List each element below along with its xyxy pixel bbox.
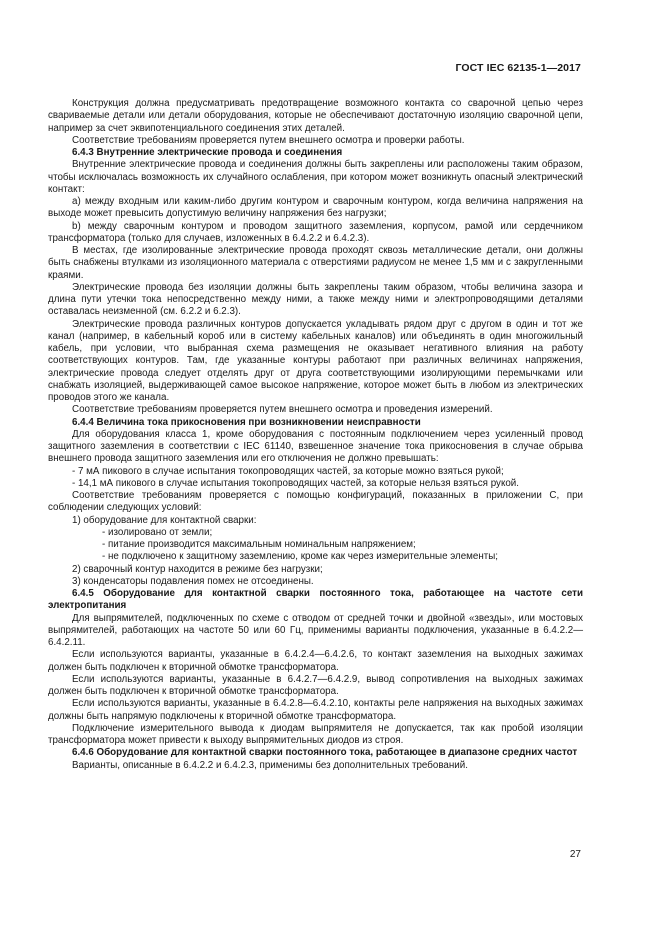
- standard-header: ГОСТ IEC 62135-1—2017: [455, 62, 581, 74]
- body-paragraph: Если используются варианты, указанные в 6.4.2.4—6.4.2.6, то контакт заземления на выходных зажимах должен быть подключен к вторичной обмотке трансформатора.: [48, 649, 583, 673]
- page-number: 27: [569, 849, 581, 860]
- body-paragraph: a) между входным или каким-либо другим контуром и сварочным контуром, когда величина напряжения на выходе может превысить допустимую величину напряжения без нагрузки;: [48, 196, 583, 220]
- body-paragraph: Варианты, описанные в 6.4.2.2 и 6.4.2.3, применимы без дополнительных требований.: [72, 759, 468, 771]
- section-heading: 6.4.5 Оборудование для контактной сварки постоянного тока, работающее на частоте сети электропитания: [48, 588, 583, 612]
- body-paragraph: Если используются варианты, указанные в 6.4.2.8—6.4.2.10, контакты реле напряжения на выходных зажимах должны быть напрямую подключены к вторичной обмотке трансформатора.: [48, 698, 583, 722]
- body-paragraph: В местах, где изолированные электрические провода проходят сквозь металлические детали, они должны быть снабжены втулками из изоляционного материала с отверстиями радиусом не менее 1,5 мм и с закругленными краями.: [48, 245, 583, 281]
- body-paragraph: Соответствие требованиям проверяется путем внешнего осмотра и проведения измерений.: [72, 404, 493, 416]
- list-item: 1) оборудование для контактной сварки:: [72, 514, 257, 526]
- sub-list-item: - изолировано от земли;: [102, 526, 213, 538]
- section-heading: 6.4.3 Внутренние электрические провода и соединения: [72, 147, 343, 158]
- list-item: 3) конденсаторы подавления помех не отсоединены.: [72, 575, 314, 587]
- sub-list-item: - питание производится максимальным номинальным напряжением;: [102, 539, 416, 550]
- section-heading: 6.4.6 Оборудование для контактной сварки постоянного тока, работающее в диапазоне средних частот: [72, 747, 578, 759]
- body-paragraph: Для оборудования класса 1, кроме оборудования с постоянным подключением через усиленный провод защитного заземления в соответствии с IEC 61140, взвешенное значение тока прикосновения в случае обрыва внешнего провода защитного заземления или его отключения не должно превышать:: [48, 428, 583, 465]
- body-paragraph: Внутренние электрические провода и соединения должны быть закреплены или расположены таким образом, чтобы исключалась возможность их случайного ослабления, при котором может возникнуть опасный электрический контакт:: [48, 159, 583, 195]
- body-paragraph: Конструкция должна предусматривать предотвращение возможного контакта со сварочной цепью через свариваемые детали или детали оборудования, которые не обеспечивают достаточную изоляцию сварочной цепи, например за счет эквипотенциального соединения этих деталей.: [48, 98, 583, 134]
- section-heading: 6.4.4 Величина тока прикосновения при возникновении неисправности: [72, 416, 421, 428]
- body-paragraph: Соответствие требованиям проверяется путем внешнего осмотра и проверки работы.: [72, 134, 465, 146]
- body-paragraph: - 7 мА пикового в случае испытания токопроводящих частей, за которые можно взяться рукой;: [72, 465, 504, 477]
- body-paragraph: - 14,1 мА пикового в случае испытания токопроводящих частей, за которые нельзя взяться рукой.: [72, 477, 519, 489]
- body-paragraph: Подключение измерительного вывода к диодам выпрямителя не допускается, так как пробой изоляции трансформатора может привести к выходу выпрямительных диодов из строя.: [48, 722, 583, 746]
- body-paragraph: Если используются варианты, указанные в 6.4.2.7—6.4.2.9, вывод сопротивления на выходных зажимах должен быть подключен к вторичной обмотке трансформатора.: [48, 673, 583, 697]
- body-paragraph: Электрические провода без изоляции должны быть закреплены таким образом, чтобы величина зазора и длина пути утечки тока непосредственно между ними, а также между ними и электропроводящими деталями оставалась неизменной (см. 6.2.2 и 6.2.3).: [48, 281, 583, 318]
- body-paragraph: Электрические провода различных контуров допускается укладывать рядом друг с другом в один и тот же канал (например, в кабельный короб или в систему кабельных каналов) или объединять в один многожильный кабель, при условии, что выбранная схема размещения не оказывает негативного влияния на работу соответствующих контуров. Там, где указанные контуры работают при различных величинах напряжения, электрические провода следует отделять друг от друга соответствующими изолирующими перемычками или снабжать изоляцией, выдерживающей самое высокое напряжение, которое может быть в любом из электрических проводов этого же канала.: [48, 318, 583, 403]
- document-body: [48, 98, 583, 772]
- body-paragraph: Для выпрямителей, подключенных по схеме с отводом от средней точки и двойной «звезды», или мостовых выпрямителей, работающих на частоте 50 или 60 Гц, применимы варианты подключения, указанные в 6.4.2.2—6.4.2.11.: [48, 612, 583, 648]
- list-item: 2) сварочный контур находится в режиме без нагрузки;: [72, 563, 323, 575]
- body-paragraph: Соответствие требованиям проверяется с помощью конфигураций, показанных в приложении С, при соблюдении следующих условий:: [48, 490, 583, 514]
- sub-list-item: - не подключено к защитному заземлению, кроме как через измерительные элементы;: [102, 551, 499, 563]
- body-paragraph: b) между сварочным контуром и проводом защитного заземления, корпусом, рамой или сердечником трансформатора (только для случаев, изложенных в 6.4.2.2 и 6.4.2.3).: [48, 220, 583, 244]
